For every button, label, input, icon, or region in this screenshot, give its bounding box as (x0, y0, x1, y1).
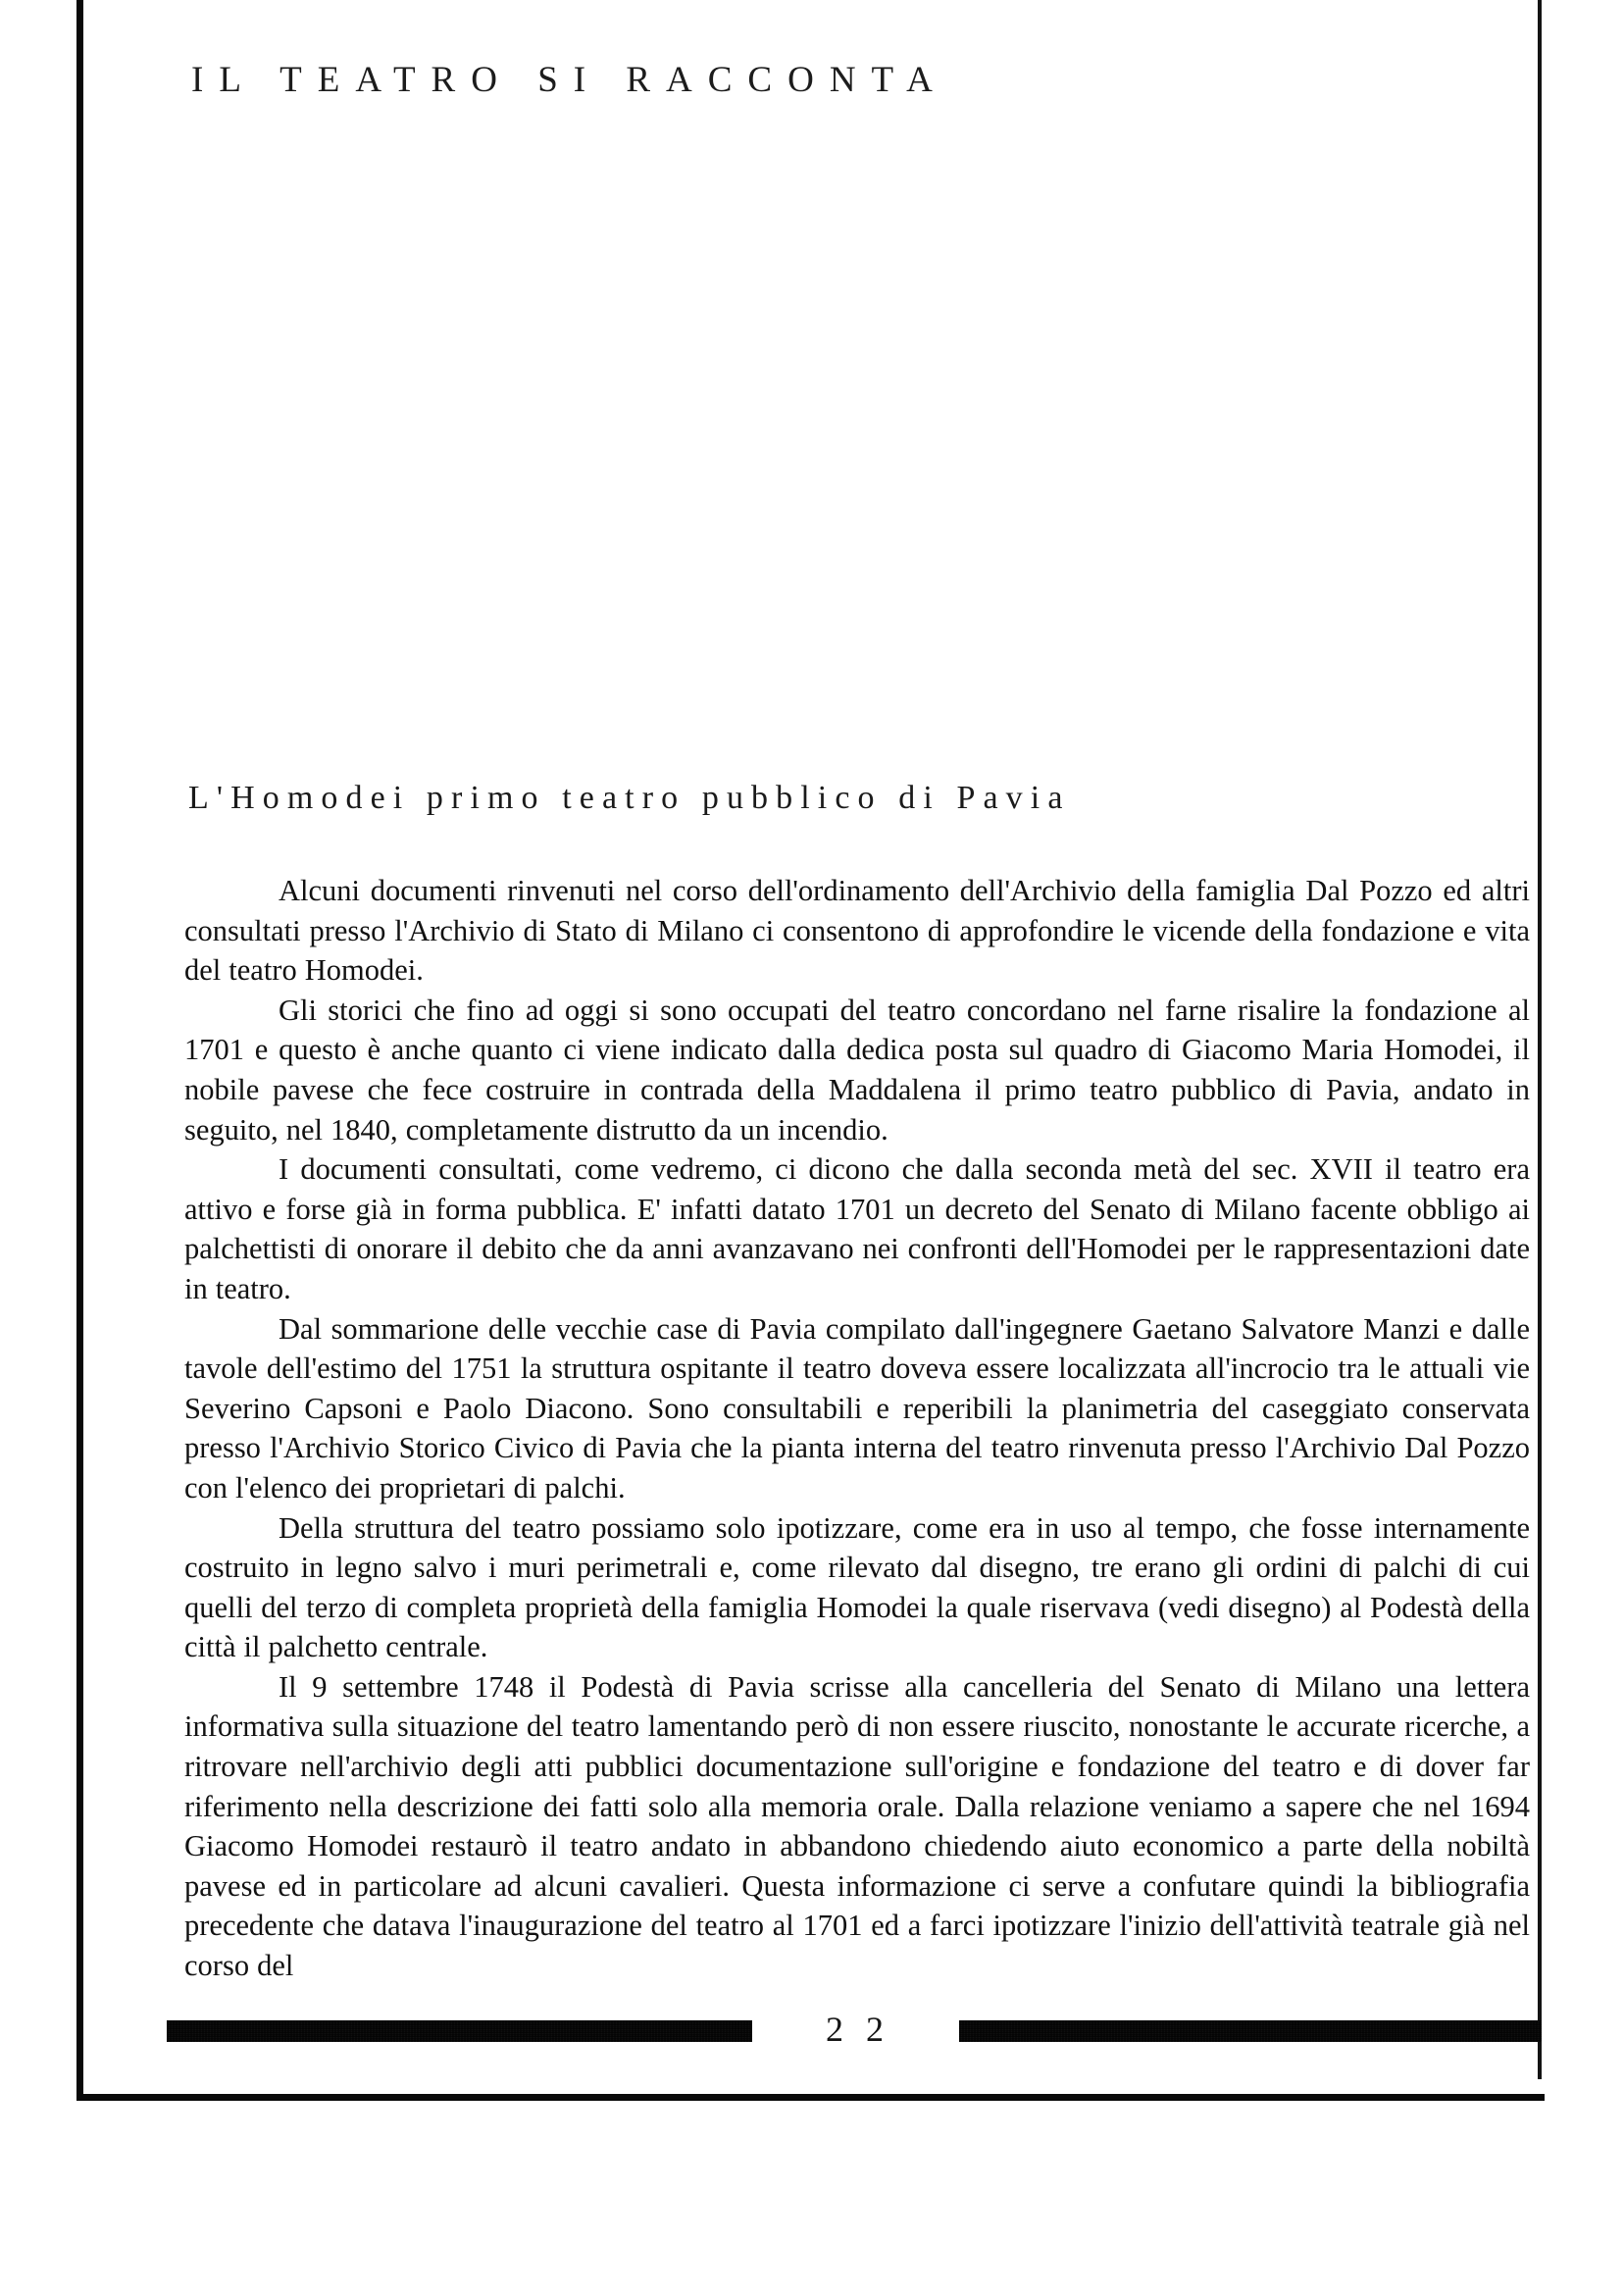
page-footer (167, 2009, 1540, 2056)
page-title: L'Homodei primo teatro pubblico di Pavia (188, 780, 1071, 816)
paragraph: Della struttura del teatro possiamo solo ipotizzare, come era in uso al tempo, che fosse internamente costruito in legno salvo i muri perimetrali e, come rilevato dal disegno, tre erano gli ordini di palchi di cui quelli del terzo di completa proprietà della famiglia Homodei la quale riservava (vedi disegno) al Podestà della città il palchetto centrale. (184, 1510, 1530, 1664)
page-number: 2 2 (826, 2010, 890, 2049)
body-text-column (184, 871, 1530, 1986)
footer-ornament-left (167, 2020, 752, 2042)
paragraph: Gli storici che fino ad oggi si sono occupati del teatro concordano nel farne risalire la fondazione al 1701 e questo è anche quanto ci viene indicato dalla dedica posta sul quadro di Giacomo Maria Homodei, il nobile pavese che fece costruire in contrada della Maddalena il primo teatro pubblico di Pavia, andato in seguito, nel 1840, completamente distrutto da un incendio. (184, 993, 1530, 1147)
paragraph: Il 9 settembre 1748 il Podestà di Pavia scrisse alla cancelleria del Senato di Milano una lettera informativa sulla situazione del teatro lamentando però di non essere riuscito, nonostante le accurate ricerche, a ritrovare nell'archivio degli atti pubblici documentazione sull'origine e fondazione del teatro e di dover far riferimento nella descrizione dei fatti solo alla memoria orale. Dalla relazione veniamo a sapere che nel 1694 Giacomo Homodei restaurò il teatro andato in abbandono chiedendo aiuto economico a parte della nobiltà pavese ed in particolare ad alcuni cavalieri. Questa informazione ci serve a confutare quindi la bibliografia precedente che datava l'inaugurazione del teatro al 1701 ed a farci ipotizzare l'inizio dell'attività teatrale già nel corso del (184, 1669, 1530, 1983)
paragraph: Alcuni documenti rinvenuti nel corso dell'ordinamento dell'Archivio della famiglia Dal Pozzo ed altri consultati presso l'Archivio di Stato di Milano ci consentono di approfondire le vicende della fondazione e vita del teatro Homodei. (184, 874, 1530, 988)
page-frame-right-rule (1538, 0, 1542, 2079)
paragraph: Dal sommarione delle vecchie case di Pavia compilato dall'ingegnere Gaetano Salvatore Manzi e dalle tavole dell'estimo del 1751 la struttura ospitante il teatro doveva essere localizzata all'incrocio tra le attuali vie Severino Capsoni e Paolo Diacono. Sono consultabili e reperibili la planimetria del caseggiato conservata presso l'Archivio Storico Civico di Pavia che la pianta interna del teatro rinvenuta presso l'Archivio Dal Pozzo con l'elenco dei proprietari di palchi. (184, 1311, 1530, 1504)
page-frame-left-rule (76, 0, 83, 2101)
running-head: IL TEATRO SI RACCONTA (191, 60, 948, 100)
paragraph: I documenti consultati, come vedremo, ci dicono che dalla seconda metà del sec. XVII il teatro era attivo e forse già in forma pubblica. E' infatti datato 1701 un decreto del Senato di Milano facente obbligo ai palchettisti di onorare il debito che da anni avanzavano nei confronti dell'Homodei per le rappresentazioni date in teatro. (184, 1152, 1530, 1305)
footer-ornament-right (959, 2020, 1542, 2042)
page-frame-bottom-rule (76, 2094, 1545, 2101)
